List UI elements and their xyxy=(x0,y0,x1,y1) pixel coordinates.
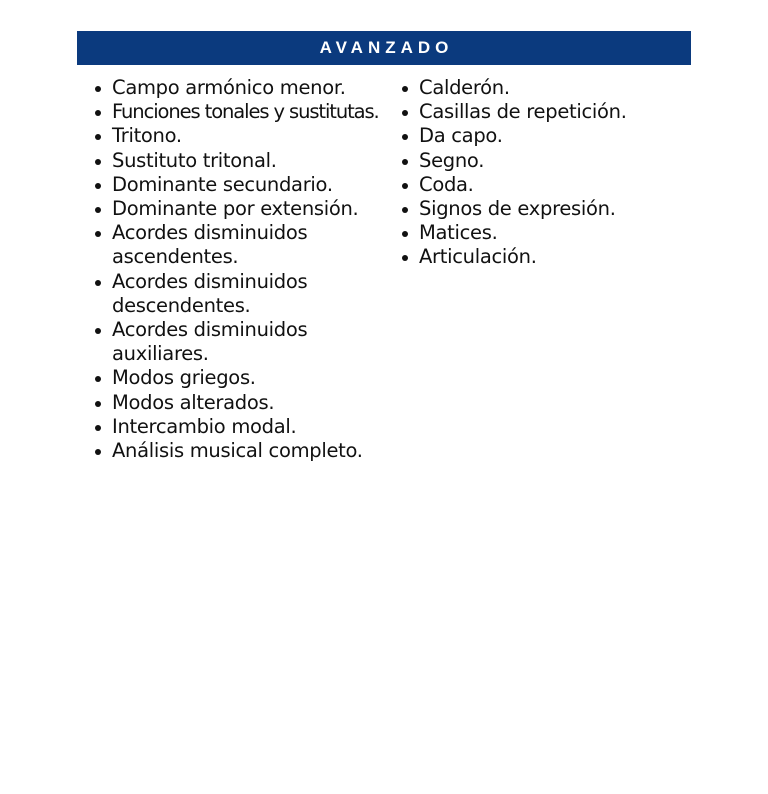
bullet-icon xyxy=(402,183,408,189)
bullet-icon xyxy=(95,376,101,382)
list-item: Acordes disminuidos auxiliares. xyxy=(92,318,392,366)
bullet-icon xyxy=(95,401,101,407)
list-item: Funciones tonales y sustitutas. xyxy=(92,100,392,124)
bullet-icon xyxy=(95,449,101,455)
list-item: Da capo. xyxy=(399,124,699,148)
list-item: Acordes disminuidos descendentes. xyxy=(92,270,392,318)
bullet-icon xyxy=(402,86,408,92)
list-item: Campo armónico menor. xyxy=(92,76,392,100)
bullet-icon xyxy=(402,159,408,165)
topic-list-left xyxy=(92,76,392,463)
list-item: Análisis musical completo. xyxy=(92,439,392,463)
bullet-icon xyxy=(95,183,101,189)
list-item: Modos alterados. xyxy=(92,391,392,415)
bullet-icon xyxy=(95,159,101,165)
list-item: Acordes disminuidos ascendentes. xyxy=(92,221,392,269)
section-title: AVANZADO xyxy=(319,38,454,57)
section-header xyxy=(77,31,691,65)
bullet-icon xyxy=(402,255,408,261)
list-item: Intercambio modal. xyxy=(92,415,392,439)
list-item: Calderón. xyxy=(399,76,699,100)
bullet-icon xyxy=(95,231,101,237)
list-item: Dominante por extensión. xyxy=(92,197,392,221)
list-item: Segno. xyxy=(399,149,699,173)
bullet-icon xyxy=(95,425,101,431)
bullet-icon xyxy=(95,207,101,213)
bullet-icon xyxy=(95,110,101,116)
bullet-icon xyxy=(95,280,101,286)
list-item: Matices. xyxy=(399,221,699,245)
list-item: Sustituto tritonal. xyxy=(92,149,392,173)
list-item: Articulación. xyxy=(399,245,699,269)
bullet-icon xyxy=(402,110,408,116)
bullet-icon xyxy=(402,207,408,213)
bullet-icon xyxy=(95,328,101,334)
list-item: Tritono. xyxy=(92,124,392,148)
list-item: Modos griegos. xyxy=(92,366,392,390)
bullet-icon xyxy=(95,86,101,92)
list-item: Casillas de repetición. xyxy=(399,100,699,124)
bullet-icon xyxy=(402,134,408,140)
bullet-icon xyxy=(95,134,101,140)
list-item: Coda. xyxy=(399,173,699,197)
list-item: Signos de expresión. xyxy=(399,197,699,221)
list-item: Dominante secundario. xyxy=(92,173,392,197)
topic-list-right xyxy=(399,76,699,270)
bullet-icon xyxy=(402,231,408,237)
